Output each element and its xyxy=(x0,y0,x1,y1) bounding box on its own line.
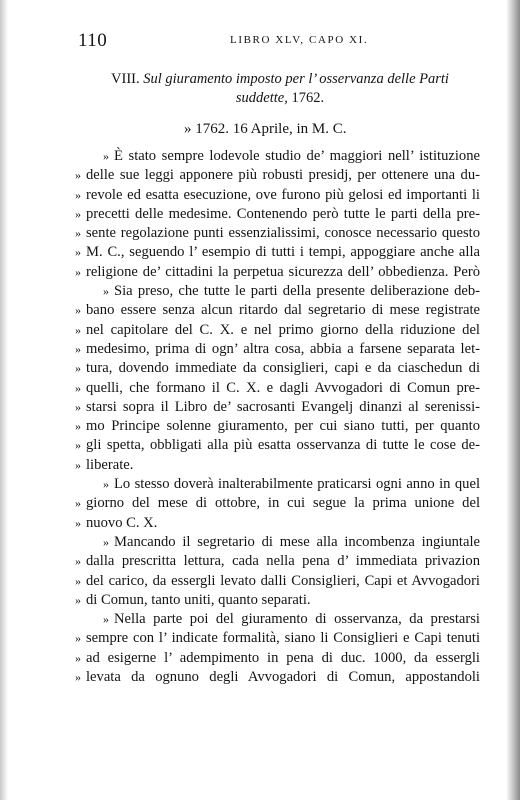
quote-mark: » xyxy=(75,187,81,202)
text-line xyxy=(75,398,480,417)
quote-mark: » xyxy=(75,168,81,183)
text-line xyxy=(75,166,480,185)
text-line xyxy=(75,186,480,205)
quote-mark: » xyxy=(103,612,109,627)
line-text: del carico, da essergli levato dalli Consiglieri, Capi et Avvogadori xyxy=(86,572,480,589)
text-line xyxy=(86,475,480,494)
text-line xyxy=(75,649,480,668)
line-text: quelli, che formano il C. X. e dagli Avvogadori di Comun pre- xyxy=(86,379,480,396)
text-line xyxy=(75,224,480,243)
quote-mark: » xyxy=(75,399,81,414)
line-text: bano essere senza alcun ritardo dal segretario di mese registrate xyxy=(86,302,480,319)
text-line xyxy=(75,359,480,378)
quote-mark: » xyxy=(75,650,81,665)
quote-mark: » xyxy=(75,419,81,434)
section-title xyxy=(100,70,460,108)
text-line xyxy=(75,668,480,687)
line-text: revole ed esatta esecuzione, ove furono più gelosi ed importanti li xyxy=(86,186,480,203)
line-text: È stato sempre lodevole studio de’ maggiori nell’ istituzione xyxy=(114,148,480,164)
line-text: ad esigerne l’ adempimento in pena di duc. 1000, da essergli xyxy=(86,649,480,666)
quote-mark: » xyxy=(75,457,81,472)
section-title-text: Sul giuramento imposto per l’ osservanza delle Parti suddette, xyxy=(143,71,449,106)
line-text: giorno del mese di ottobre, in cui segue la prima unione del xyxy=(86,495,480,512)
quote-mark: » xyxy=(103,477,109,492)
quote-mark: » xyxy=(75,554,81,569)
quote-mark: » xyxy=(75,496,81,511)
quote-mark: » xyxy=(75,515,81,530)
quote-mark: » xyxy=(75,264,81,279)
quote-mark: » xyxy=(75,206,81,221)
text-line xyxy=(75,552,480,571)
quote-mark: » xyxy=(75,245,81,260)
line-text: medesimo, prima di ogn’ altra cosa, abbia a farsene separata let- xyxy=(86,340,480,357)
page-number: 110 xyxy=(78,30,108,51)
text-line xyxy=(75,591,480,610)
line-text: Lo stesso doverà inalterabilmente praticarsi ogni anno in quel xyxy=(114,476,480,493)
line-text: precetti delle medesime. Contenendo però tutte le parti della pre- xyxy=(86,205,480,222)
text-line xyxy=(86,147,480,166)
quote-mark: » xyxy=(75,341,81,356)
line-text: Sia preso, che tutte le parti della presente deliberazione deb- xyxy=(114,283,480,300)
running-head: LIBRO XLV, CAPO XI. xyxy=(230,34,369,46)
text-line xyxy=(75,514,480,533)
line-text: sente regolazione punti essenzialissimi, conosce necessario questo xyxy=(86,225,480,242)
quote-mark: » xyxy=(75,592,81,607)
text-line xyxy=(75,436,480,455)
line-text: religione de’ cittadini la perpetua sicurezza dell’ obbedienza. Però xyxy=(86,263,480,280)
line-text: starsi sopra il Libro de’ sacrosanti Evangelj dinanzi al serenissi- xyxy=(86,398,480,415)
line-text: tura, dovendo immediate da consiglieri, capi e da ciaschedun di xyxy=(86,360,480,377)
quote-mark: » xyxy=(75,631,81,646)
line-text: gli spetta, obbligati alla più esatta osservanza di tutte le cose de- xyxy=(86,437,480,454)
section-number: VIII. xyxy=(111,71,140,87)
quote-mark: » xyxy=(75,438,81,453)
line-text: levata da ognuno degli Avvogadori di Comun, appostandoli xyxy=(86,669,480,686)
line-text: dalla prescritta lettura, cada nella pena d’ immediata privazion xyxy=(86,553,480,570)
quote-mark: » xyxy=(75,573,81,588)
section-year: 1762. xyxy=(291,90,325,106)
line-text: mo Principe solenne giuramento, per cui siano tutti, per quanto xyxy=(86,418,480,435)
line-text: M. C., seguendo l’ esempio di tutti i tempi, appoggiare anche alla xyxy=(86,244,480,261)
scan-shadow-left xyxy=(0,0,8,800)
quote-mark: » xyxy=(103,534,109,549)
text-line xyxy=(75,379,480,398)
line-text: di Comun, tanto uniti, quanto separati. xyxy=(86,591,311,608)
quote-mark: » xyxy=(103,284,109,299)
text-line xyxy=(75,456,480,475)
quote-mark: » xyxy=(75,322,81,337)
text-line xyxy=(75,494,480,513)
text-line xyxy=(75,321,480,340)
line-text: nuovo C. X. xyxy=(86,514,158,531)
text-line xyxy=(75,205,480,224)
text-line xyxy=(75,417,480,436)
text-line xyxy=(75,243,480,262)
text-line xyxy=(75,340,480,359)
line-text: Nella parte poi del giuramento di osservanza, da prestarsi xyxy=(114,611,480,628)
quote-mark: » xyxy=(103,149,109,163)
line-text: Mancando il segretario di mese alla incombenza ingiuntale xyxy=(114,533,480,550)
text-line xyxy=(75,301,480,320)
quote-mark: » xyxy=(75,361,81,376)
text-line xyxy=(75,263,480,282)
line-text: liberate. xyxy=(86,456,134,473)
text-line xyxy=(86,533,480,552)
dateline: » 1762. 16 Aprile, in M. C. xyxy=(184,121,347,137)
line-text: sempre con l’ indicate formalità, siano li Consiglieri e Capi tenuti xyxy=(86,630,480,647)
scan-shadow-right xyxy=(506,0,520,800)
body-text xyxy=(75,147,480,687)
text-line xyxy=(75,572,480,591)
text-line xyxy=(86,282,480,301)
line-text: delle sue leggi apponere più robusti presidj, per ottenere una du- xyxy=(86,167,480,184)
quote-mark: » xyxy=(75,380,81,395)
text-line xyxy=(75,629,480,648)
quote-mark: » xyxy=(75,226,81,241)
line-text: nel capitolare del C. X. e nel primo giorno della riduzione del xyxy=(86,321,480,338)
text-line xyxy=(86,610,480,629)
quote-mark: » xyxy=(75,303,81,318)
quote-mark: » xyxy=(75,670,81,685)
